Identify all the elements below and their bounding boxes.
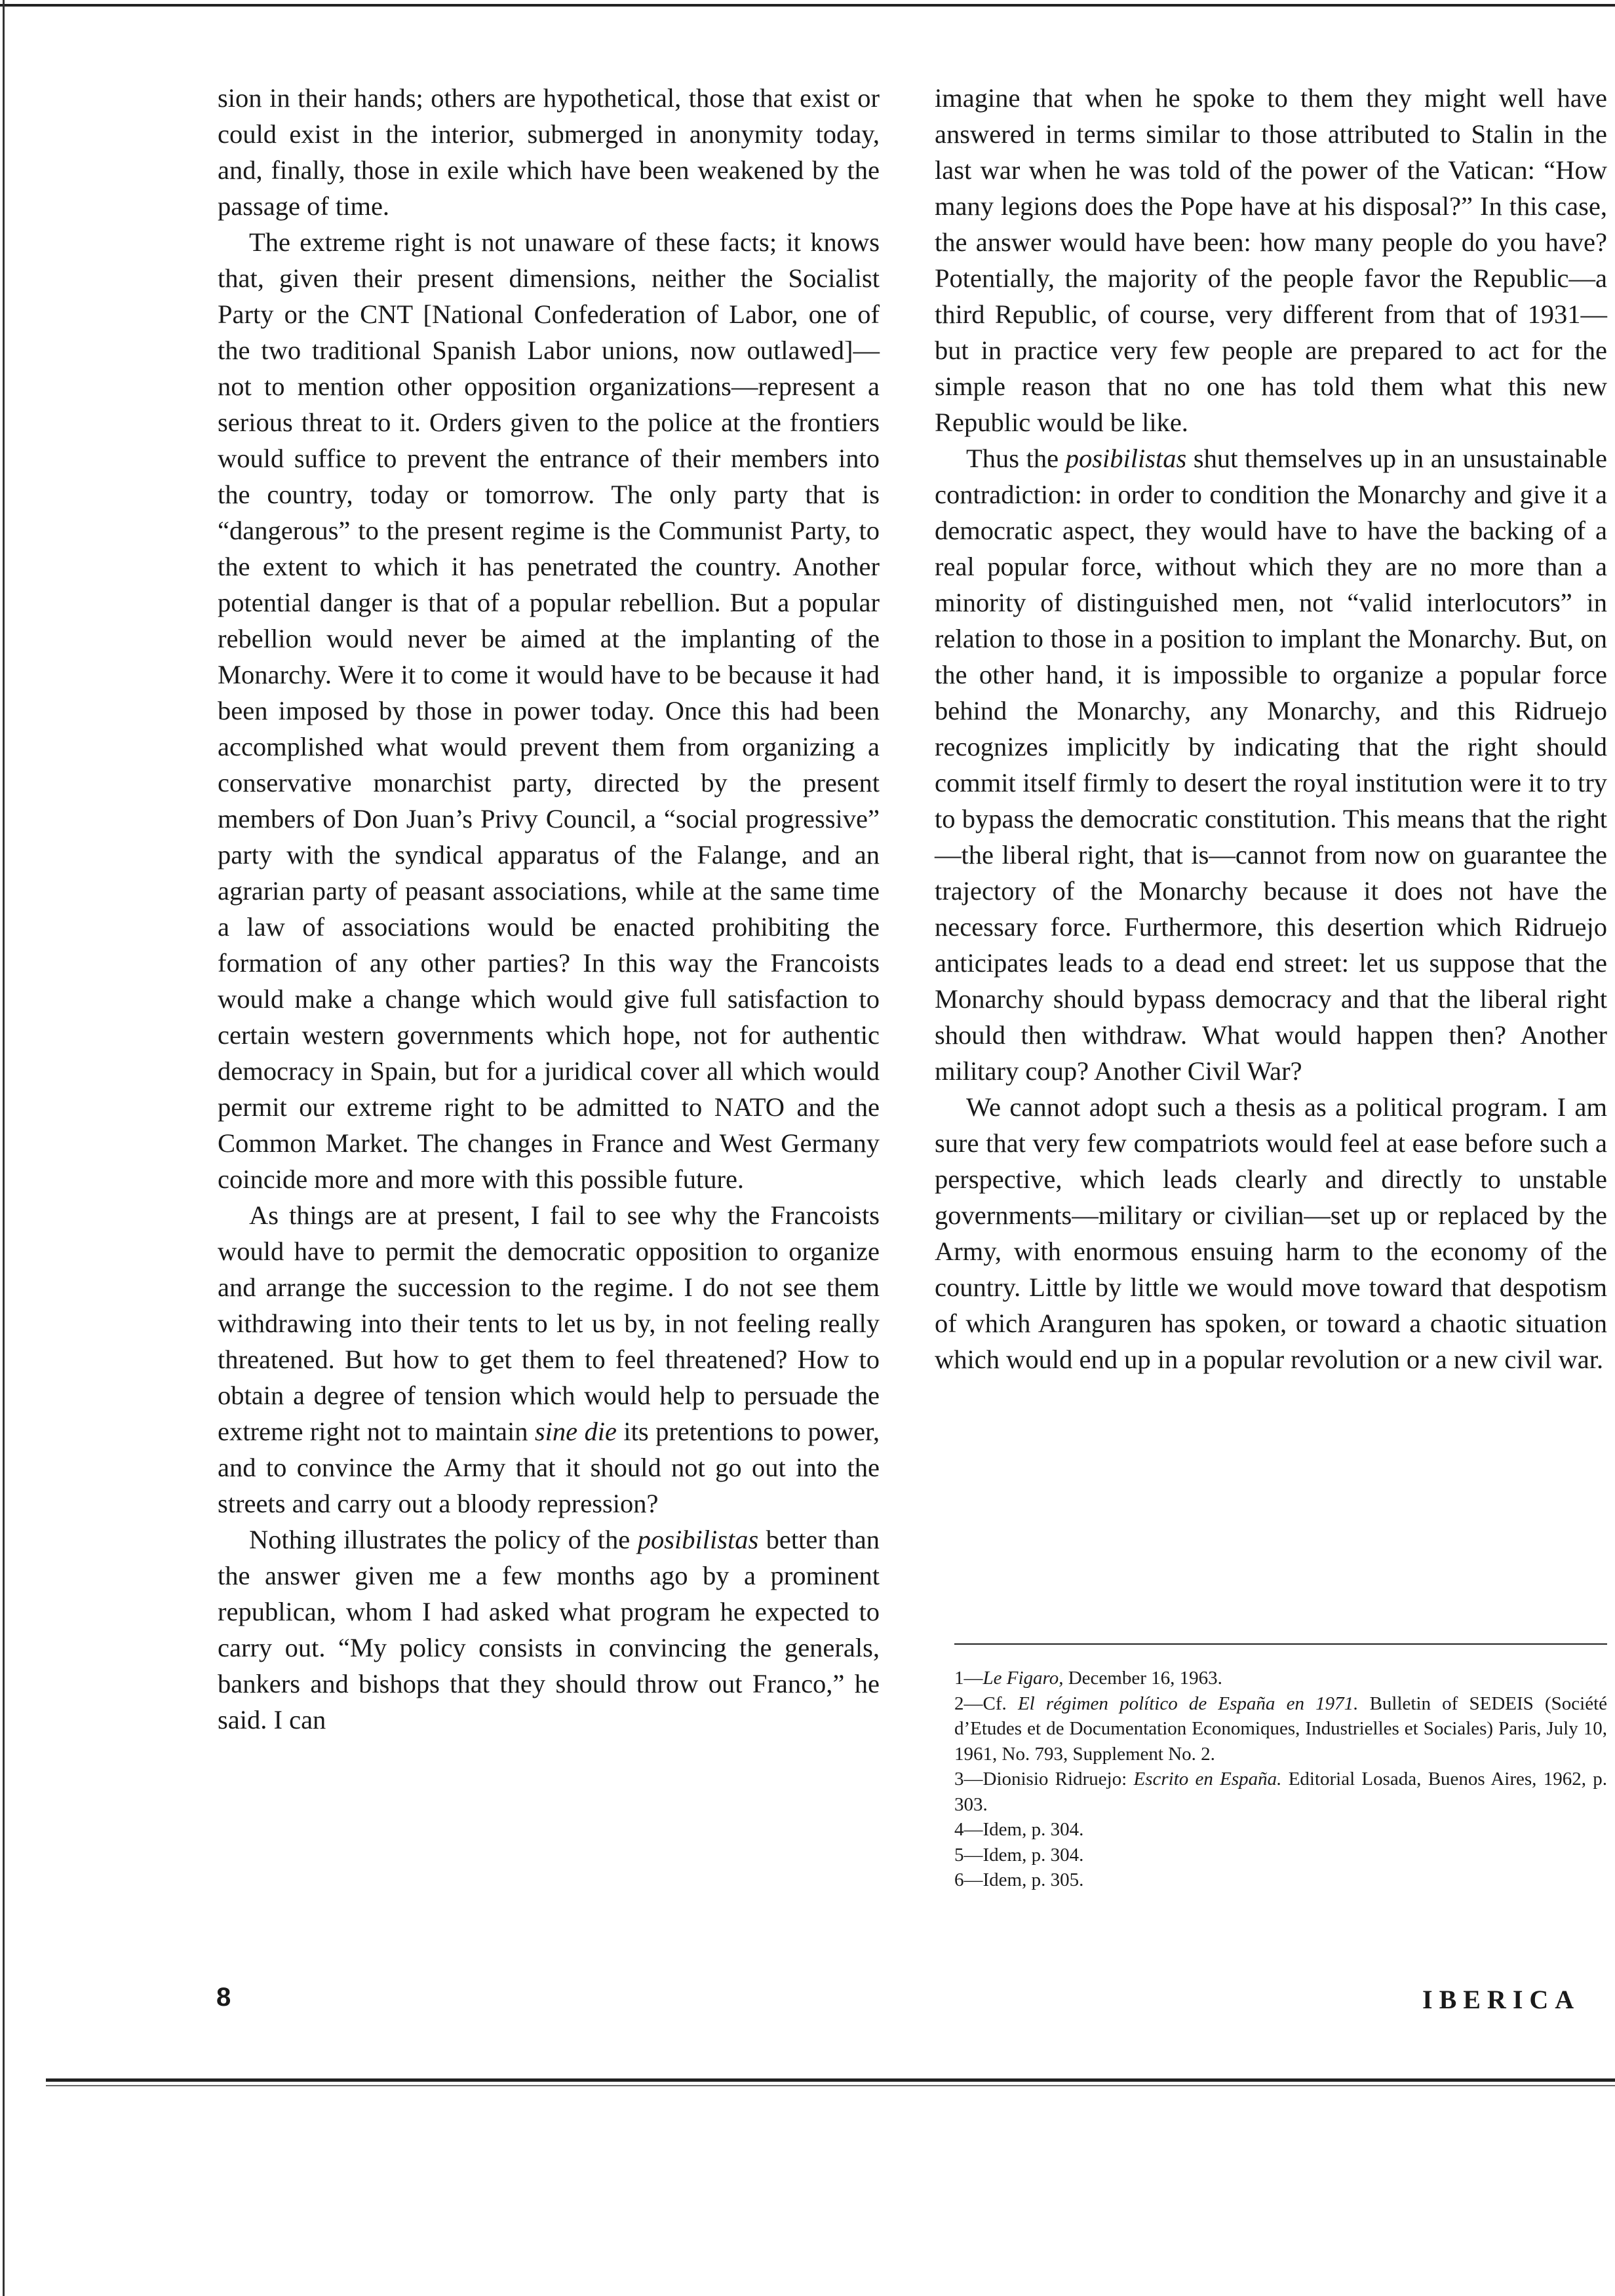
text-run: Nothing illustrates the policy of the [249,1525,631,1554]
right-column [935,80,1607,1377]
paragraph: The extreme right is not unaware of these facts; it knows that, given their present dimensions, neither the Socialist Party or the CNT [National Confederation of Labor, one of the two traditional Spanish Labor unions, now outlawed]—not to mention other opposition organizations—represent a serious threat to it. Orders given to the police at the frontiers would suffice to prevent the entrance of their members into the country, today or tomorrow. The only party that is “dangerous” to the present regime is the Communist Party, to the extent to which it has penetrated the country. Another potential danger is that of a popular rebellion. But a popular rebellion would never be aimed at the implanting of the Monarchy. Were it to come it would have to be because it had been imposed by those in power today. Once this had been accomplished what would prevent them from organizing a conservative monarchist party, directed by the present members of Don Juan’s Privy Council, a “social progressive” party with the syndical apparatus of the Falange, and an agrarian party of peasant associations, while at the same time a law of associations would be enacted prohibiting the formation of any other parties? In this way the Francoists would make a change which would give full satisfaction to certain western governments which hope, not for authentic democracy in Spain, but for a juridical cover all which would permit our extreme right to be admitted to NATO and the Common Market. The changes in France and West Germany coincide more and more with this possible future. [218,227,880,1194]
footnote-4: 4—Idem, p. 304. [954,1819,1084,1840]
text-run: better than the answer given me a few months ago by a prominent republican, whom I had asked what program he expected to carry out. “My policy consists in convincing the generals, bankers and bishops that they should throw out Franco,” he said. I can [218,1525,880,1734]
text-run: As things are at present, I fail to see why the Francoists would have to permit the democratic opposition to organize and arrange the succession to the regime. I do not see them withdrawing into their tents to let us by, in not feeling really threatened. But how to get them to feel threatened? How to obtain a degree of tension which would help to persuade the extreme right not to maintain [218,1200,880,1446]
magazine-name: IBERICA [1422,1985,1581,2014]
footnote-number: 3—Dionisio Ridruejo: [954,1769,1134,1789]
footnote-text: Bulletin of SEDEIS (Société d’Etudes et de Documentation Economiques, Industrielles et Sociales) Paris, July 10, 1961, No. 793, Supplement No. 2. [954,1693,1607,1765]
footnotes [954,1666,1607,1893]
top-border-rule [0,4,1615,7]
footnote-number: 1— [954,1668,983,1689]
italic-phrase: sine die [534,1417,617,1446]
paragraph [218,1521,880,1738]
text-run: Thus the [966,444,1059,473]
footnote-5: 5—Idem, p. 304. [954,1844,1084,1866]
footnote-text: Editorial Losada, Buenos Aires, 1962, p. 303. [954,1769,1607,1815]
italic-phrase: posibilistas [637,1525,759,1554]
footnote-title: El régimen político de España en 1971. [1017,1693,1359,1714]
footnote-1 [954,1666,1607,1691]
italic-phrase: posibilistas [1065,444,1187,473]
footnote-title: Escrito en España. [1133,1769,1282,1789]
bottom-border-rule-thin [46,2085,1615,2086]
paragraph [218,1197,880,1521]
footnote-divider [954,1643,1607,1645]
paragraph: We cannot adopt such a thesis as a political program. I am sure that very few compatriots would feel at ease before such a perspective, which leads clearly and directly to unstable governments—military or civilian—set up or replaced by the Army, with enormous ensuing harm to the economy of the country. Little by little we would move toward that despotism of which Aranguren has spoken, or toward a chaotic situation which would end up in a popular revolution or a new civil war. [935,1092,1607,1374]
footnote-text: December 16, 1963. [1063,1668,1222,1689]
paragraph: imagine that when he spoke to them they might well have answered in terms similar to those attributed to Stalin in the last war when he was told of the power of the Vatican: “How many legions does the Pope have at his disposal?” In this case, the answer would have been: how many people do you have? Potentially, the majority of the people favor the Republic—a third Republic, of course, very different from that of 1931—but in practice very few people are prepared to act for the simple reason that no one has told them what this new Republic would be like. [935,83,1607,437]
footnote-2 [954,1691,1607,1767]
paragraph: sion in their hands; others are hypothetical, those that exist or could exist in the interior, submerged in anonymity today, and, finally, those in exile which have been weakened by the passage of time. [218,83,880,221]
left-column [218,80,880,1738]
text-run: shut themselves up in an unsustainable contradiction: in order to condition the Monarchy and give it a democratic aspect, they would have to have the backing of a real popular force, without which they are no more than a minority of distinguished men, not “valid interlocutors” in relation to those in a position to implant the Monarchy. But, on the other hand, it is impossible to organize a popular force behind the Monarchy, any Monarchy, and this Ridruejo recognizes implicitly by indicating that the right should commit itself firmly to desert the royal institution were it to try to bypass the democratic constitution. This means that the right—the liberal right, that is—cannot from now on guarantee the trajectory of the Monarchy because it does not have the necessary force. Furthermore, this desertion which Ridruejo anticipates leads to a dead end street: let us suppose that the Monarchy should bypass democracy and that the liberal right should then withdraw. What would happen then? Another military coup? Another Civil War? [935,444,1608,1086]
left-border-rule [3,0,5,2296]
paragraph [935,440,1607,1089]
bottom-border-rule [46,2078,1615,2082]
footnote-title: Le Figaro, [983,1668,1064,1689]
footnote-3 [954,1767,1607,1817]
text-run: its pretentions to power, and to convince the Army that it should not go out into the streets and carry out a bloody repression? [218,1417,880,1518]
page-number: 8 [216,1983,231,2012]
footnote-number: 2—Cf. [954,1693,1018,1714]
footnote-6: 6—Idem, p. 305. [954,1869,1084,1890]
